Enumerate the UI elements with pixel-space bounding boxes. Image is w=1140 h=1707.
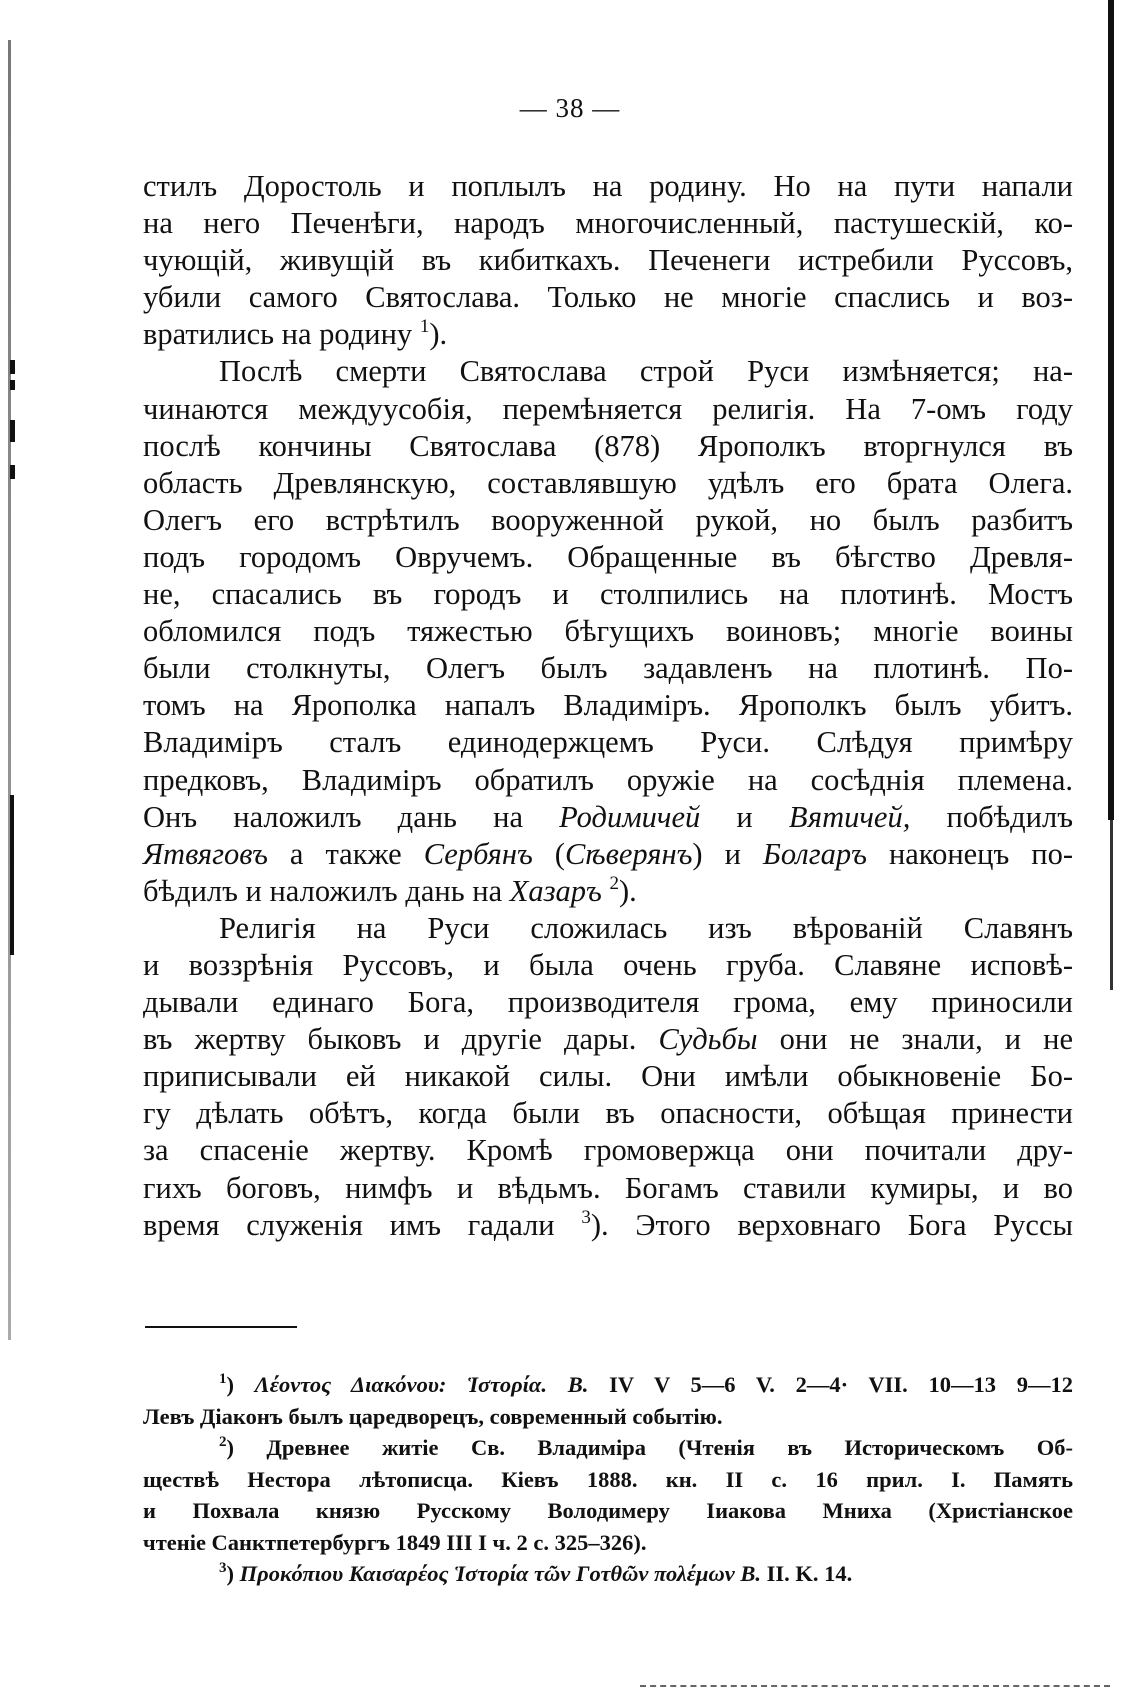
text-line [143,1021,1073,1058]
text-span: ) и [692,836,763,871]
italic-term: Сѣверянъ [564,836,693,871]
text-span: Онъ наложилъ дань на [143,799,560,834]
text-span: а также [267,836,424,871]
text-line: убили самого Святослава. Только не многіе спаслись и воз- [143,280,1073,315]
text-line: обломился подъ тяжестью бѣгущихъ воиновъ; многіе воины [143,614,1073,649]
italic-term: Προκόπιου Καισαρέος Ἱστορία τῶν Γοτθῶν πολέμων B. [239,1561,762,1586]
paragraph-start: Послѣ смерти Святослава строй Руси измѣняется; на- [219,354,1073,389]
text-span: ( [532,836,565,871]
footnote-2-cont: и Похвала князю Русскому Володимеру Іиакова Мниха (Христіанское [143,1498,1073,1523]
page-number: — 38 — [519,93,621,123]
footnote-marker: 3 [219,1560,227,1576]
text-span: ) Древнее житіе Св. Владиміра (Чтенія въ Историческомъ Об- [226,1435,1073,1460]
text-span: ). Этого верховнаго Бога Руссы [590,1207,1074,1242]
footnote-ref: 1 [419,316,430,338]
text-line: были столкнуты, Олегъ былъ задавленъ на плотинѣ. По- [143,651,1073,686]
text-line: Олегъ его встрѣтилъ вооруженной рукой, но былъ разбитъ [143,502,1073,537]
text-line: не, спасались въ городъ и столпились на плотинѣ. Мостъ [143,577,1073,612]
text-line [143,836,1073,873]
text-span: ). [618,873,637,908]
text-span: ) [226,1372,255,1397]
italic-term: Хазаръ [509,873,602,908]
italic-term: Болгаръ [762,836,867,871]
text-span: они не знали, и не [757,1022,1073,1057]
text-line: на него Печенѣги, народъ многочисленный, пастушескій, ко- [143,206,1073,241]
text-line: предковъ, Владиміръ обратилъ оружіе на сосѣднія племена. [143,762,1073,797]
text-line: за спасеніе жертву. Кромѣ громовержца они почитали дру- [143,1133,1073,1168]
text-line: приписывали ей никакой силы. Они имѣли обыкновеніе Бо- [143,1059,1073,1094]
italic-term: Сербянъ [423,836,533,871]
text-span: побѣдилъ [910,799,1073,834]
text-span: и [700,799,789,834]
text-span: ) [226,1561,240,1586]
footnote-ref: 3 [581,1206,591,1228]
text-span: бѣдилъ и наложилъ дань на [143,873,510,908]
text-line: дывали единаго Бога, производителя грома, ему приносили [143,985,1073,1020]
text-span: въ жертву быковъ и другіе дары. [143,1022,659,1057]
text-line: подъ городомъ Овручемъ. Обращенные въ бѣгство Древля- [143,539,1073,574]
footnote-ref: 2 [609,872,619,894]
footnote-1-cont: Левъ Діаконъ былъ царедворецъ, современный событію. [143,1403,723,1429]
text-line: и воззрѣнія Руссовъ, и была очень груба. Славяне исповѣ- [143,947,1073,982]
text-line: область Древлянскую, составлявшую удѣлъ его брата Олега. [143,465,1073,500]
italic-term: Вятичей, [788,799,911,834]
italic-term: Судьбы [658,1022,758,1057]
text-span: наконецъ по- [866,836,1074,871]
text-line: гихъ боговъ, нимфъ и вѣдьмъ. Богамъ ставили кумиры, и во [143,1170,1073,1205]
text-span: время служенія имъ гадали [143,1207,582,1242]
text-line: Владиміръ сталъ единодержцемъ Руси. Слѣдуя примѣру [143,725,1073,760]
text-span: вратились на родину [143,317,413,352]
edge-mark [10,360,15,374]
italic-term: Ятвяговъ [143,836,268,871]
main-text [143,168,1073,1244]
text-line: стилъ Доростоль и поплылъ на родину. Но на пути напали [143,169,1073,203]
text-line: гу дѣлать обѣтъ, когда были въ опасности, обѣщая принести [143,1096,1073,1131]
edge-mark [10,380,15,390]
footnote-divider [145,1326,297,1328]
footnotes [143,1369,1073,1590]
footnote-marker: 1 [219,1371,227,1387]
text-line [143,873,1073,910]
page-left-edge [8,40,11,1340]
edge-mark [10,795,14,955]
page-bottom-edge [640,1685,1110,1689]
footnote-2-cont: ществѣ Нестора лѣтописца. Кіевъ 1888. кн. II с. 16 прил. I. Память [143,1466,1073,1492]
footnote-2-cont: чтеніе Санктпетербургъ 1849 III I ч. 2 с. 325–326). [143,1529,647,1555]
page-right-edge-lower [1110,820,1113,990]
text-line: чующій, живущій въ кибиткахъ. Печенеги истребили Руссовъ, [143,243,1073,278]
italic-term: Λέοντος Διακόνου: Ἱστορία. B. [254,1372,589,1397]
paragraph-start: Религія на Руси сложилась изъ вѣрованій Славянъ [219,910,1073,945]
footnote-3 [143,1558,1073,1590]
text-line: чинаются междуусобія, перемѣняется религія. На 7-омъ году [143,391,1073,426]
text-line [143,799,1073,836]
text-line: томъ на Ярополка напалъ Владиміръ. Ярополкъ былъ убитъ. [143,688,1073,723]
text-span: IV V 5—6 V. 2—4· VII. 10—13 9—12 [588,1372,1073,1397]
italic-term: Родимичей [559,799,701,834]
edge-mark [10,465,15,479]
footnote-1 [143,1369,1073,1401]
text-line: послѣ кончины Святослава (878) Ярополкъ вторгнулся въ [143,428,1073,463]
text-line [143,1207,1073,1244]
footnote-2 [143,1432,1073,1464]
text-span: ). [429,317,448,352]
text-line [143,316,1073,353]
text-span: II. K. 14. [761,1561,853,1586]
edge-mark [10,420,15,442]
footnote-marker: 2 [219,1434,227,1450]
